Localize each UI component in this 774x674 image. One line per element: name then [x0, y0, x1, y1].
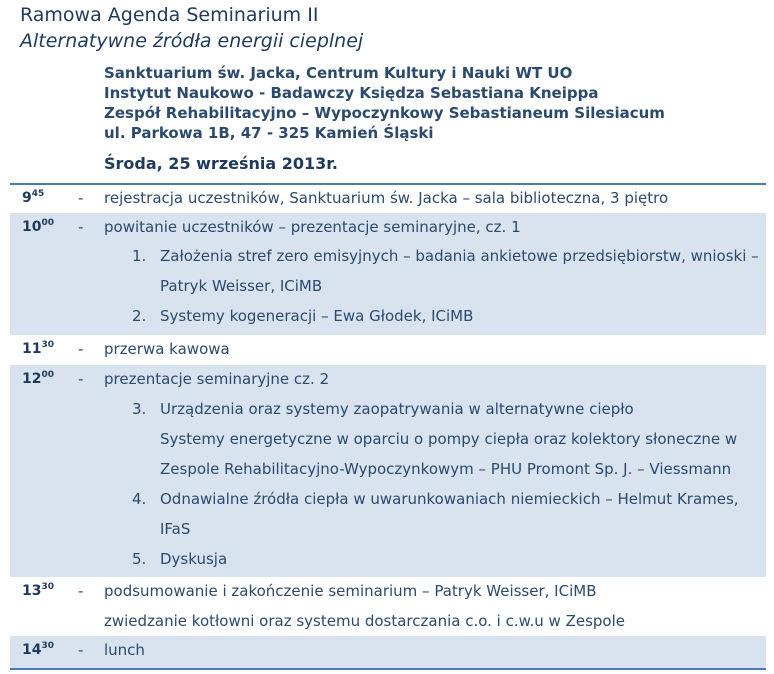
event-date: Środa, 25 września 2013r. — [104, 154, 338, 173]
agenda-text: przerwa kawowa — [104, 340, 230, 358]
separator: - — [78, 340, 84, 358]
item-text: IFaS — [160, 520, 191, 538]
separator: - — [78, 189, 84, 207]
agenda-row-registration — [10, 185, 766, 213]
item-text: Odnawialne źródła ciepła w uwarunkowaniach niemieckich – Helmut Krames, — [160, 490, 739, 508]
time-slot: $9^{45}$ — [22, 189, 45, 206]
item-text: Patryk Weisser, ICiMB — [160, 277, 323, 295]
agenda-text: podsumowanie i zakończenie seminarium – Patryk Weisser, ICiMB — [104, 582, 597, 600]
item-text: Dyskusja — [160, 550, 228, 568]
venue-address-block — [104, 63, 665, 143]
agenda-text: rejestracja uczestników, Sanktuarium św. Jacka – sala biblioteczna, 3 piętro — [104, 189, 669, 207]
time-slot: $12^{00}$ — [22, 370, 55, 387]
separator: - — [78, 218, 84, 236]
agenda-text: zwiedzanie kotłowni oraz systemu dostarczania c.o. i c.w.u w Zespole — [104, 612, 626, 630]
item-text: Założenia stref zero emisyjnych – badania ankietowe przedsiębiorstw, wnioski – — [160, 247, 759, 265]
time-slot: $11^{30}$ — [22, 340, 55, 357]
agenda-row-welcome — [10, 213, 766, 335]
agenda-text: lunch — [104, 641, 145, 659]
item-number: 2. — [132, 307, 147, 325]
agenda-row-lunch — [10, 636, 766, 668]
item-number: 5. — [132, 550, 147, 568]
time-slot: $13^{30}$ — [22, 582, 55, 599]
time-slot: $10^{00}$ — [22, 218, 55, 235]
agenda-text: prezentacje seminaryjne cz. 2 — [104, 370, 330, 388]
agenda-text: powitanie uczestników – prezentacje seminaryjne, cz. 1 — [104, 218, 521, 236]
agenda-row-presentations — [10, 365, 766, 577]
item-text: Systemy kogeneracji – Ewa Głodek, ICiMB — [160, 307, 474, 325]
page-subtitle: Alternatywne źródła energii cieplnej — [20, 30, 364, 52]
item-number: 3. — [132, 400, 147, 418]
item-text: Urządzenia oraz systemy zaopatrywania w alternatywne ciepło — [160, 400, 634, 418]
bottom-divider — [10, 668, 766, 670]
time-slot: $14^{30}$ — [22, 641, 55, 658]
agenda-row-coffee-break — [10, 335, 766, 365]
item-text: Systemy energetyczne w oparciu o pompy ciepła oraz kolektory słoneczne w — [160, 430, 738, 448]
page-title: Ramowa Agenda Seminarium II — [20, 4, 319, 26]
item-text: Zespole Rehabilitacyjno-Wypoczynkowym – PHU Promont Sp. J. – Viessmann — [160, 460, 732, 478]
item-number: 4. — [132, 490, 147, 508]
venue-line: Zespół Rehabilitacyjno – Wypoczynkowy Sebastianeum Silesiacum — [104, 104, 665, 122]
separator: - — [78, 582, 84, 600]
venue-line: Instytut Naukowo - Badawczy Księdza Sebastiana Kneippa — [104, 84, 599, 102]
separator: - — [78, 641, 84, 659]
venue-line: Sanktuarium św. Jacka, Centrum Kultury i Nauki WT UO — [104, 64, 573, 82]
agenda-row-summary — [10, 577, 766, 634]
item-number: 1. — [132, 247, 147, 265]
venue-line: ul. Parkowa 1B, 47 - 325 Kamień Śląski — [104, 124, 434, 142]
separator: - — [78, 370, 84, 388]
